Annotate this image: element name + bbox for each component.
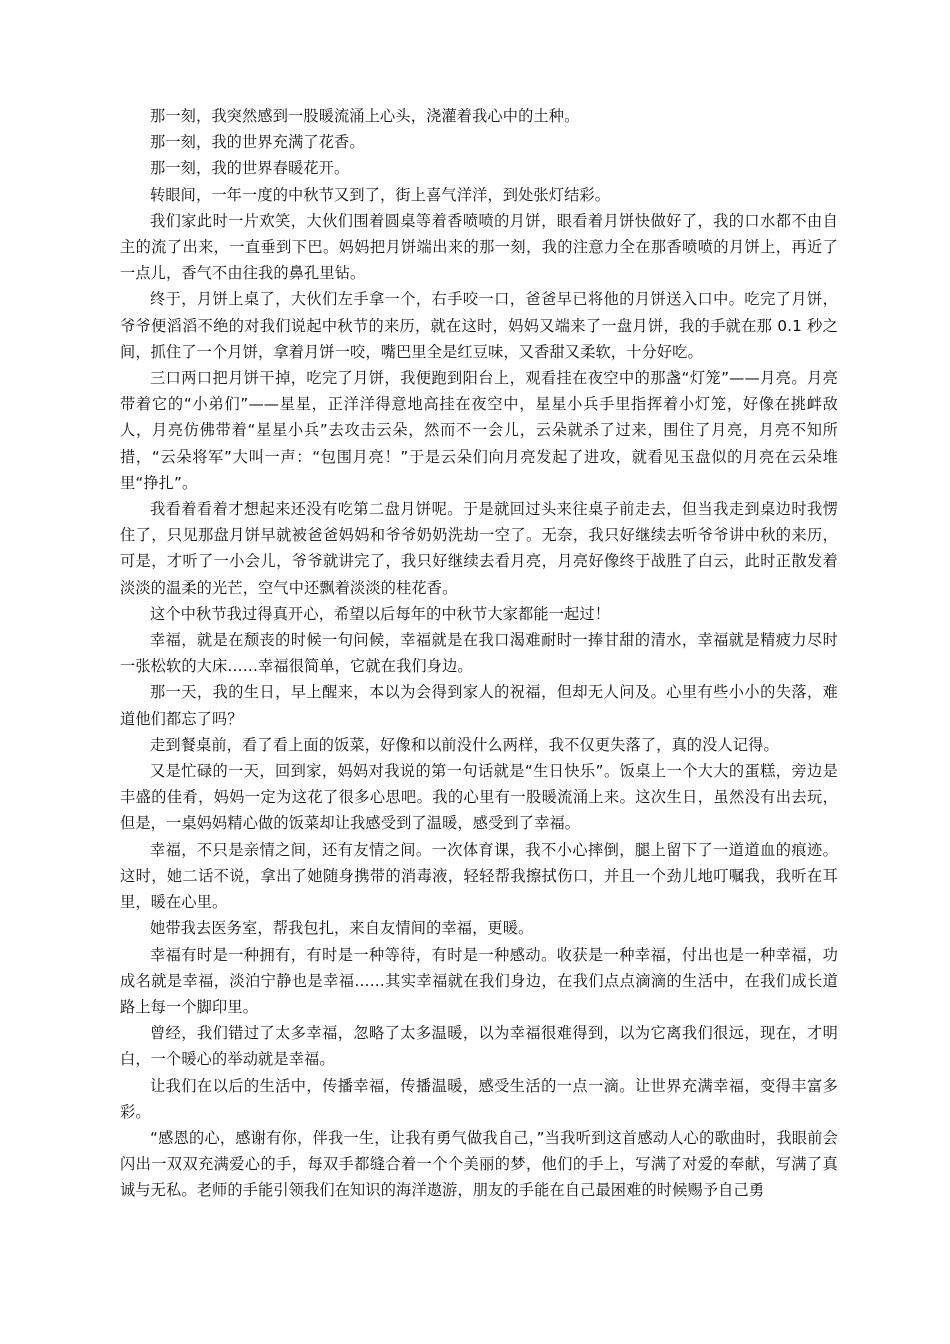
document-body xyxy=(120,103,838,1204)
paragraph: 走到餐桌前，看了看上面的饭菜，好像和以前没什么两样，我不仅更失落了，真的没人记得。 xyxy=(150,735,779,754)
paragraph: 曾经，我们错过了太多幸福，忽略了太多温暖，以为幸福很难得到，以为它离我们很远，现在，才明白，一个暖心的举动就是幸福。 xyxy=(120,1024,838,1069)
paragraph: 这个中秋节我过得真开心，希望以后每年的中秋节大家都能一起过！ xyxy=(150,604,611,623)
paragraph: 我看着看着才想起来还没有吃第二盘月饼呢。于是就回过头来往桌子前走去，但当我走到桌边时我愣住了，只见那盘月饼早就被爸爸妈妈和爷爷奶奶洗劫一空了。无奈，我只好继续去听爷爷讲中秋的来历，可是，才听了一小会儿，爷爷就讲完了，我只好继续去看月亮，月亮好像终于战胜了白云，此时正散发着淡淡的温柔的光芒，空气中还飘着淡淡的桂花香。 xyxy=(120,500,838,597)
paragraph: 幸福，不只是亲情之间，还有友情之间。一次体育课，我不小心摔倒，腿上留下了一道道血的痕迹。这时，她二话不说，拿出了她随身携带的消毒液，轻轻帮我擦拭伤口，并且一个劲儿地叮嘱我，我听在耳里，暖在心里。 xyxy=(120,840,838,912)
paragraph: 那一刻，我的世界充满了花香。 xyxy=(150,133,365,152)
paragraph: 幸福有时是一种拥有，有时是一种等待，有时是一种感动。收获是一种幸福，付出也是一种幸福，功成名就是幸福，淡泊宁静也是幸福……其实幸福就在我们身边，在我们点点滴滴的生活中，在我们成长道路上每一个脚印里。 xyxy=(120,945,838,1016)
paragraph: 那一刻，我的世界春暖花开。 xyxy=(150,159,350,178)
paragraph: 转眼间，一年一度的中秋节又到了，街上喜气洋洋，到处张灯结彩。 xyxy=(150,185,611,204)
paragraph: 让我们在以后的生活中，传播幸福，传播温暖，感受生活的一点一滴。让世界充满幸福，变得丰富多彩。 xyxy=(120,1076,838,1121)
paragraph: 我们家此时一片欢笑，大伙们围着圆桌等着香喷喷的月饼，眼看着月饼快做好了，我的口水都不由自主的流了出来，一直垂到下巴。妈妈把月饼端出来的那一刻，我的注意力全在那香喷喷的月饼上，再近了一点儿，香气不由往我的鼻孔里钻。 xyxy=(120,211,838,283)
paragraph: 那一刻，我突然感到一股暖流涌上心头，浇灌着我心中的土种。 xyxy=(150,107,580,125)
paragraph: 那一天，我的生日，早上醒来，本以为会得到家人的祝福，但却无人问及。心里有些小小的失落，难道他们都忘了吗？ xyxy=(120,683,838,728)
paragraph: “感恩的心，感谢有你，伴我一生，让我有勇气做我自己，”当我听到这首感动人心的歌曲时，我眼前会闪出一双双充满爱心的手，每双手都缝合着一个个美丽的梦，他们的手上，写满了对爱的奉献，写满了真诚与无私。老师的手能引领我们在知识的海洋遨游，朋友的手能在自己最困难的时候赐予自己勇 xyxy=(120,1128,838,1200)
paragraph: 三口两口把月饼干掉，吃完了月饼，我便跑到阳台上，观看挂在夜空中的那盏“灯笼”——月亮。月亮带着它的“小弟们”——星星，正洋洋得意地高挂在夜空中，星星小兵手里指挥着小灯笼，好像在挑衅敌人，月亮仿佛带着“星星小兵”去攻击云朵，然而不一会儿，云朵就杀了过来，围住了月亮，月亮不知所措，“云朵将军”大叫一声：“包围月亮！”于是云朵们向月亮发起了进攻，就看见玉盘似的月亮在云朵堆里“挣扎”。 xyxy=(120,369,838,492)
paragraph: 终于，月饼上桌了，大伙们左手拿一个，右手咬一口，爸爸早已将他的月饼送入口中。吃完了月饼，爷爷便滔滔不绝的对我们说起中秋节的来历，就在这时，妈妈又端来了一盘月饼，我的手就在那 0.1 秒之间，抓住了一个月饼，拿着月饼一咬，嘴巴里全是红豆味，又香甜又柔软，十分好吃。 xyxy=(120,290,838,361)
paragraph: 幸福，就是在颓丧的时候一句问候，幸福就是在我口渴难耐时一捧甘甜的清水，幸福就是精疲力尽时一张松软的大床……幸福很简单，它就在我们身边。 xyxy=(120,631,838,676)
paragraph: 又是忙碌的一天，回到家，妈妈对我说的第一句话就是“生日快乐”。饭桌上一个大大的蛋糕，旁边是丰盛的佳肴，妈妈一定为这花了很多心思吧。我的心里有一股暖流涌上来。这次生日，虽然没有出去玩，但是，一桌妈妈精心做的饭菜却让我感受到了温暖，感受到了幸福。 xyxy=(120,762,838,833)
paragraph: 她带我去医务室，帮我包扎，来自友情间的幸福，更暖。 xyxy=(150,919,534,938)
